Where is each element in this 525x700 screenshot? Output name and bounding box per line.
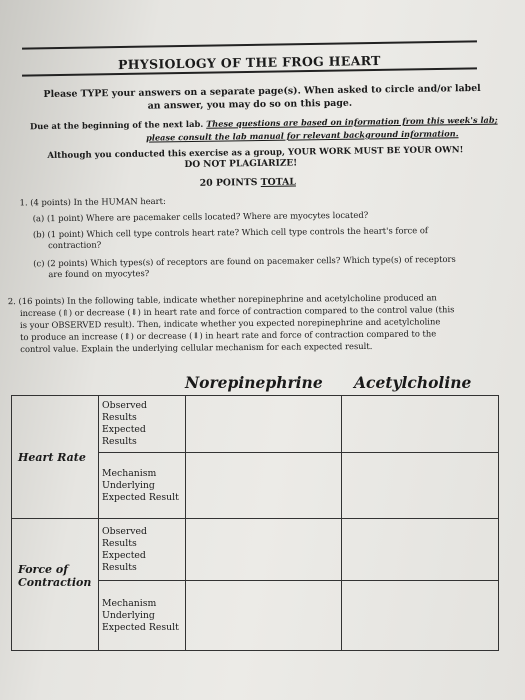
q1-stem: 1. (4 points) In the HUMAN heart: [19, 195, 166, 208]
cell-force-results-norepinephrine[interactable] [186, 519, 342, 581]
instruction-line-5: Although you conducted this exercise as a group, YOUR WORK MUST BE YOUR OWN! [47, 145, 464, 161]
points-total-label: 20 POINTS [199, 176, 261, 189]
q2-line-5: control value. Explain the underlying cellular mechanism for each expected result. [20, 340, 373, 355]
mechanism-label: Mechanism Underlying Expected Result [99, 581, 186, 651]
q1-part-a: (a) (1 point) Where are pacemaker cells located? Where are myocytes located? [32, 209, 369, 224]
instruction-line-1: Please TYPE your answers on a separate page(s). When asked to circle and/or label [43, 82, 481, 101]
q1-part-c-cont: are found on myocytes? [48, 268, 150, 280]
cell-heart-rate-results-norepinephrine[interactable] [186, 396, 342, 453]
results-table [11, 395, 499, 651]
cell-force-results-acetylcholine[interactable] [342, 519, 499, 581]
q2-line-2: increase (⇑) or decrease (⇓) in heart rate and force of contraction compared to the control value (this [19, 304, 455, 319]
force-results-label [99, 519, 186, 581]
q2-line-1: 2. (16 points) In the following table, indicate whether norepinephrine and acetylcholine produced an [7, 292, 437, 307]
q2-line-3: is your OBSERVED result). Then, indicate whether you expected norepinephrine and acetylcholine [19, 316, 441, 331]
instruction-line-2: an answer, you may do so on this page. [147, 97, 353, 112]
column-header-acetylcholine: Acetylcholine [354, 373, 472, 392]
observed-results-label: Observed Results [102, 525, 147, 549]
contraction-label: Contraction [18, 576, 92, 589]
heart-rate-label: Heart Rate [18, 450, 86, 464]
observed-results-label: Observed Results [102, 400, 147, 423]
expected-results-label: Expected Results [102, 549, 146, 573]
expected-results-label: Expected Results [102, 424, 146, 447]
column-header-norepinephrine: Norepinephrine [185, 373, 323, 392]
points-total-underlined: TOTAL [260, 176, 296, 188]
q2-line-4: to produce an increase (⇑) or decrease (⇓) in heart rate and force of contraction compared to the [20, 328, 437, 343]
force-of-label: Force of [18, 563, 68, 576]
cell-heart-rate-mechanism-norepinephrine[interactable] [186, 453, 342, 519]
row-label-heart-rate [12, 396, 99, 519]
instruction-line-4: please consult the lab manual for relevant background information. [146, 128, 459, 143]
cell-force-mechanism-norepinephrine[interactable] [186, 581, 342, 651]
due-text: Due at the beginning of the next lab. [29, 118, 204, 132]
heart-rate-results-label [99, 396, 186, 453]
instruction-line-6: DO NOT PLAGIARIZE! [184, 158, 298, 171]
q1-part-c: (c) (2 points) Which types(s) of receptors are found on pacemaker cells? Which type(s) of receptors [33, 253, 456, 269]
lab-note-italic: These questions are based on information from this week's lab; [206, 114, 498, 129]
cell-force-mechanism-acetylcholine[interactable] [342, 581, 499, 651]
mechanism-label: Mechanism Underlying Expected Result [99, 453, 186, 519]
page-title: PHYSIOLOGY OF THE FROG HEART [117, 52, 381, 73]
row-label-force-of-contraction [12, 519, 99, 651]
q1-part-b-cont: contraction? [47, 239, 102, 251]
cell-heart-rate-results-acetylcholine[interactable] [342, 396, 499, 453]
cell-heart-rate-mechanism-acetylcholine[interactable] [342, 453, 499, 519]
q1-part-b: (b) (1 point) Which cell type controls heart rate? Which cell type controls the heart's force of [32, 225, 429, 240]
